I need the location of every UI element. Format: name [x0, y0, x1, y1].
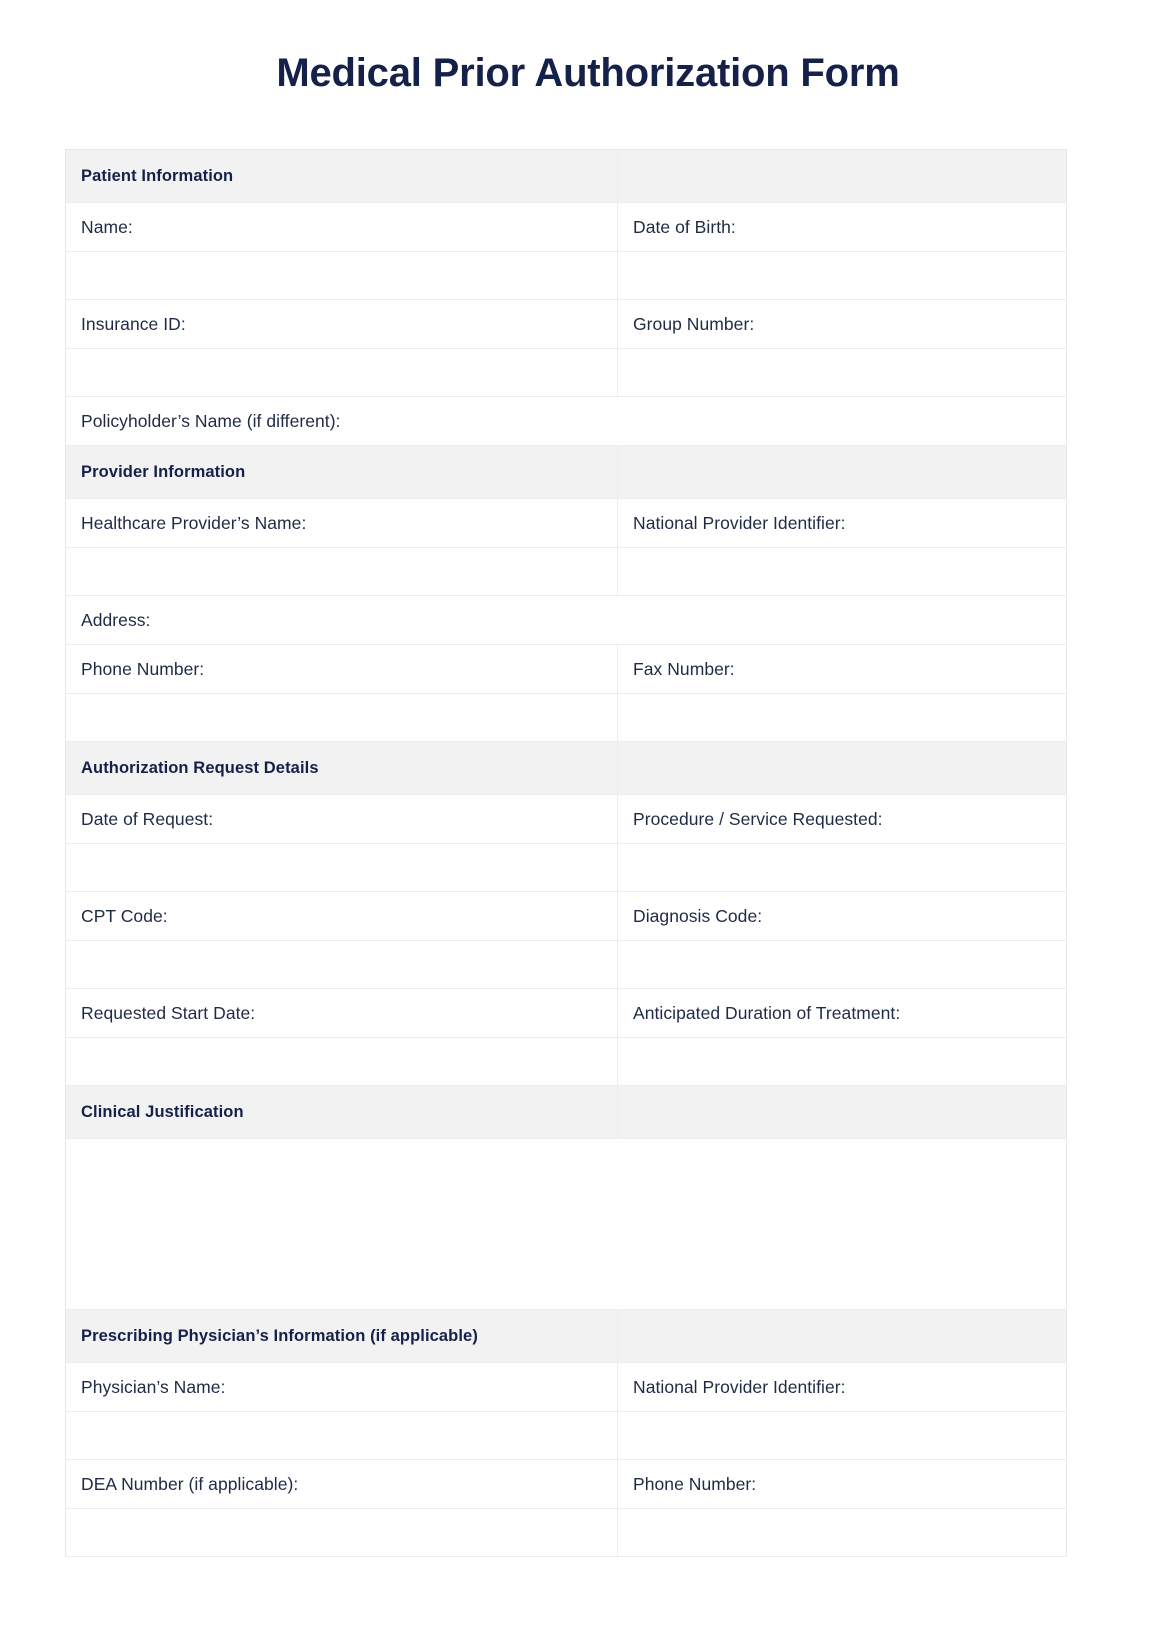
field-input-row: [66, 941, 1067, 989]
field-label-row: [66, 1460, 1067, 1509]
field-input-diagnosis-code[interactable]: [618, 941, 1067, 989]
field-label-row: [66, 499, 1067, 548]
field-input-physicians-name[interactable]: [66, 1412, 618, 1460]
field-label-insurance-id: Insurance ID:: [66, 300, 618, 349]
clinical-justification-row: [66, 1139, 1067, 1310]
field-label-diagnosis-code: Diagnosis Code:: [618, 892, 1067, 941]
section-heading-spacer: [618, 1310, 1067, 1363]
field-label-date-of-birth: Date of Birth:: [618, 203, 1067, 252]
section-heading-patient-information: Patient Information: [66, 150, 618, 203]
field-label-address[interactable]: Address:: [66, 596, 1067, 645]
field-label-phone-number: Phone Number:: [66, 645, 618, 694]
field-input-row: [66, 349, 1067, 397]
section-heading-spacer: [618, 1086, 1067, 1139]
field-input-procedure-service-requested[interactable]: [618, 844, 1067, 892]
field-input-row: [66, 548, 1067, 596]
field-label-physicians-name: Physician’s Name:: [66, 1363, 618, 1412]
field-input-row: [66, 844, 1067, 892]
section-header-row: [66, 1086, 1067, 1139]
field-input-anticipated-duration-of-treatment[interactable]: [618, 1038, 1067, 1086]
section-header-row: [66, 1310, 1067, 1363]
field-input-insurance-id[interactable]: [66, 349, 618, 397]
field-input-fax-number[interactable]: [618, 694, 1067, 742]
field-label-cpt-code: CPT Code:: [66, 892, 618, 941]
field-input-requested-start-date[interactable]: [66, 1038, 618, 1086]
field-label-phone-number: Phone Number:: [618, 1460, 1067, 1509]
field-label-name: Name:: [66, 203, 618, 252]
field-input-name[interactable]: [66, 252, 618, 300]
field-label-row-full: [66, 397, 1067, 446]
field-label-dea-number-if-applicable: DEA Number (if applicable):: [66, 1460, 618, 1509]
field-input-dea-number-if-applicable[interactable]: [66, 1509, 618, 1557]
field-label-row: [66, 892, 1067, 941]
field-label-row: [66, 203, 1067, 252]
field-input-row: [66, 694, 1067, 742]
field-label-row: [66, 1363, 1067, 1412]
section-heading-provider-information: Provider Information: [66, 446, 618, 499]
form-body: [66, 150, 1067, 1557]
field-label-row: [66, 795, 1067, 844]
section-heading-authorization-request-details: Authorization Request Details: [66, 742, 618, 795]
field-label-group-number: Group Number:: [618, 300, 1067, 349]
field-input-national-provider-identifier[interactable]: [618, 548, 1067, 596]
field-label-row: [66, 300, 1067, 349]
field-input-national-provider-identifier[interactable]: [618, 1412, 1067, 1460]
field-label-row-full: [66, 596, 1067, 645]
field-label-row: [66, 645, 1067, 694]
field-input-phone-number[interactable]: [618, 1509, 1067, 1557]
field-label-row: [66, 989, 1067, 1038]
field-input-row: [66, 1412, 1067, 1460]
section-heading-spacer: [618, 446, 1067, 499]
prior-authorization-form-table: [65, 149, 1067, 1557]
section-heading-prescribing-physician-information: Prescribing Physician’s Information (if applicable): [66, 1310, 618, 1363]
field-label-national-provider-identifier: National Provider Identifier:: [618, 1363, 1067, 1412]
field-label-procedure-service-requested: Procedure / Service Requested:: [618, 795, 1067, 844]
section-heading-spacer: [618, 150, 1067, 203]
field-input-group-number[interactable]: [618, 349, 1067, 397]
field-input-healthcare-providers-name[interactable]: [66, 548, 618, 596]
field-input-cpt-code[interactable]: [66, 941, 618, 989]
field-label-fax-number: Fax Number:: [618, 645, 1067, 694]
page-title: Medical Prior Authorization Form: [276, 51, 900, 95]
field-label-requested-start-date: Requested Start Date:: [66, 989, 618, 1038]
field-input-row: [66, 252, 1067, 300]
field-input-date-of-birth[interactable]: [618, 252, 1067, 300]
section-header-row: [66, 446, 1067, 499]
clinical-justification-textarea[interactable]: [66, 1139, 1067, 1310]
field-input-date-of-request[interactable]: [66, 844, 618, 892]
section-header-row: [66, 742, 1067, 795]
section-heading-spacer: [618, 742, 1067, 795]
field-input-row: [66, 1038, 1067, 1086]
field-label-healthcare-providers-name: Healthcare Provider’s Name:: [66, 499, 618, 548]
section-header-row: [66, 150, 1067, 203]
field-input-phone-number[interactable]: [66, 694, 618, 742]
section-heading-clinical-justification: Clinical Justification: [66, 1086, 618, 1139]
field-label-national-provider-identifier: National Provider Identifier:: [618, 499, 1067, 548]
field-label-date-of-request: Date of Request:: [66, 795, 618, 844]
field-label-anticipated-duration-of-treatment: Anticipated Duration of Treatment:: [618, 989, 1067, 1038]
field-input-row: [66, 1509, 1067, 1557]
field-label-policyholders-name-if-different[interactable]: Policyholder’s Name (if different):: [66, 397, 1067, 446]
